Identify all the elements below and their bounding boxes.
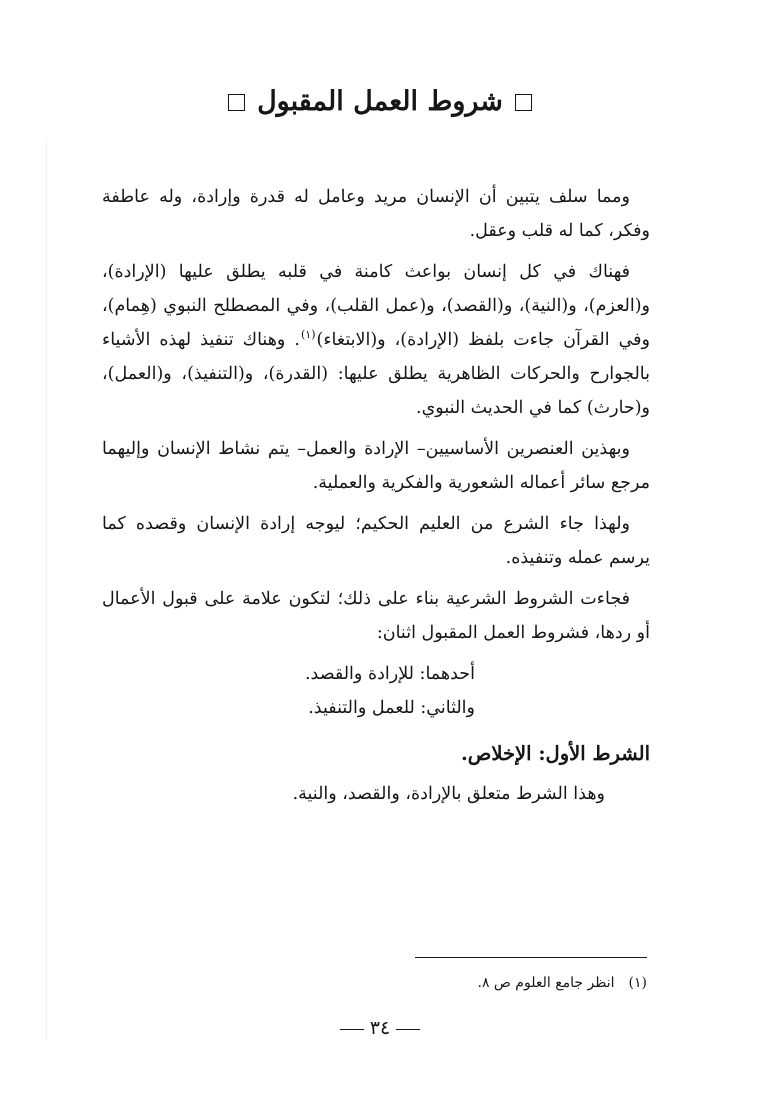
- page-number-dash-left: [340, 1029, 364, 1030]
- paragraph-2-start: فهناك في كل إنسان بواعث كامنة في قلبه يطلق عليها (الإرادة)، و(العزم)، و(النية)، و(القصد)، و(عمل القلب)، وفي المصطلح النبوي (هِمام)، وفي القرآن جاءت بلفظ (الإرادة)، و(الابتغاء): [102, 262, 650, 350]
- paragraph-3: وبهذين العنصرين الأساسيين– الإرادة والعمل– يتم نشاط الإنسان وإليهما مرجع سائر أعماله الشعورية والفكرية والعملية.: [102, 439, 650, 493]
- page-number-text: ٣٤: [369, 1017, 391, 1039]
- page-title: [0, 80, 760, 124]
- page-title-text: شروط العمل المقبول: [257, 86, 503, 117]
- paragraph-6: وهذا الشرط متعلق بالإرادة، والقصد، والنية.: [292, 784, 605, 804]
- title-box-ornament-right: [515, 94, 532, 111]
- footnote-text: انظر جامع العلوم ص ٨.: [477, 975, 615, 991]
- footnote-reference: (١): [300, 328, 316, 341]
- title-box-ornament-left: [228, 94, 245, 111]
- page-number-dash-right: [396, 1029, 420, 1030]
- condition-item-1: أحدهما: للإرادة والقصد.: [304, 664, 475, 684]
- footnote: [247, 970, 647, 996]
- paragraph-1: ومما سلف يتبين أن الإنسان مريد وعامل له قدرة وإرادة، وله عاطفة وفكر، كما له قلب وعقل.: [102, 187, 650, 241]
- footnote-divider: [415, 957, 647, 958]
- condition-item-2: والثاني: للعمل والتنفيذ.: [308, 698, 475, 718]
- paragraph-5: فجاءت الشروط الشرعية بناء على ذلك؛ لتكون علامة على قبول الأعمال أو ردها، فشروط العمل المقبول اثنان:: [102, 589, 650, 643]
- page-edge-mark: [46, 140, 47, 1040]
- paragraph-4: ولهذا جاء الشرع من العليم الحكيم؛ ليوجه إرادة الإنسان وقصده كما يرسم عمله وتنفيذه.: [102, 514, 650, 568]
- paragraph-2: [102, 255, 650, 425]
- paragraph-2-end: . وهناك تنفيذ لهذه الأشياء بالجوارح والحركات الظاهرية يطلق عليها: (القدرة)، و(التنفيذ)، و(العمل)، و(حارث) كما في الحديث النبوي.: [102, 330, 650, 418]
- footnote-number: (١): [628, 975, 647, 991]
- body-text: [102, 180, 650, 818]
- page-number: [0, 1014, 760, 1042]
- section-heading: الشرط الأول: الإخلاص.: [460, 742, 650, 765]
